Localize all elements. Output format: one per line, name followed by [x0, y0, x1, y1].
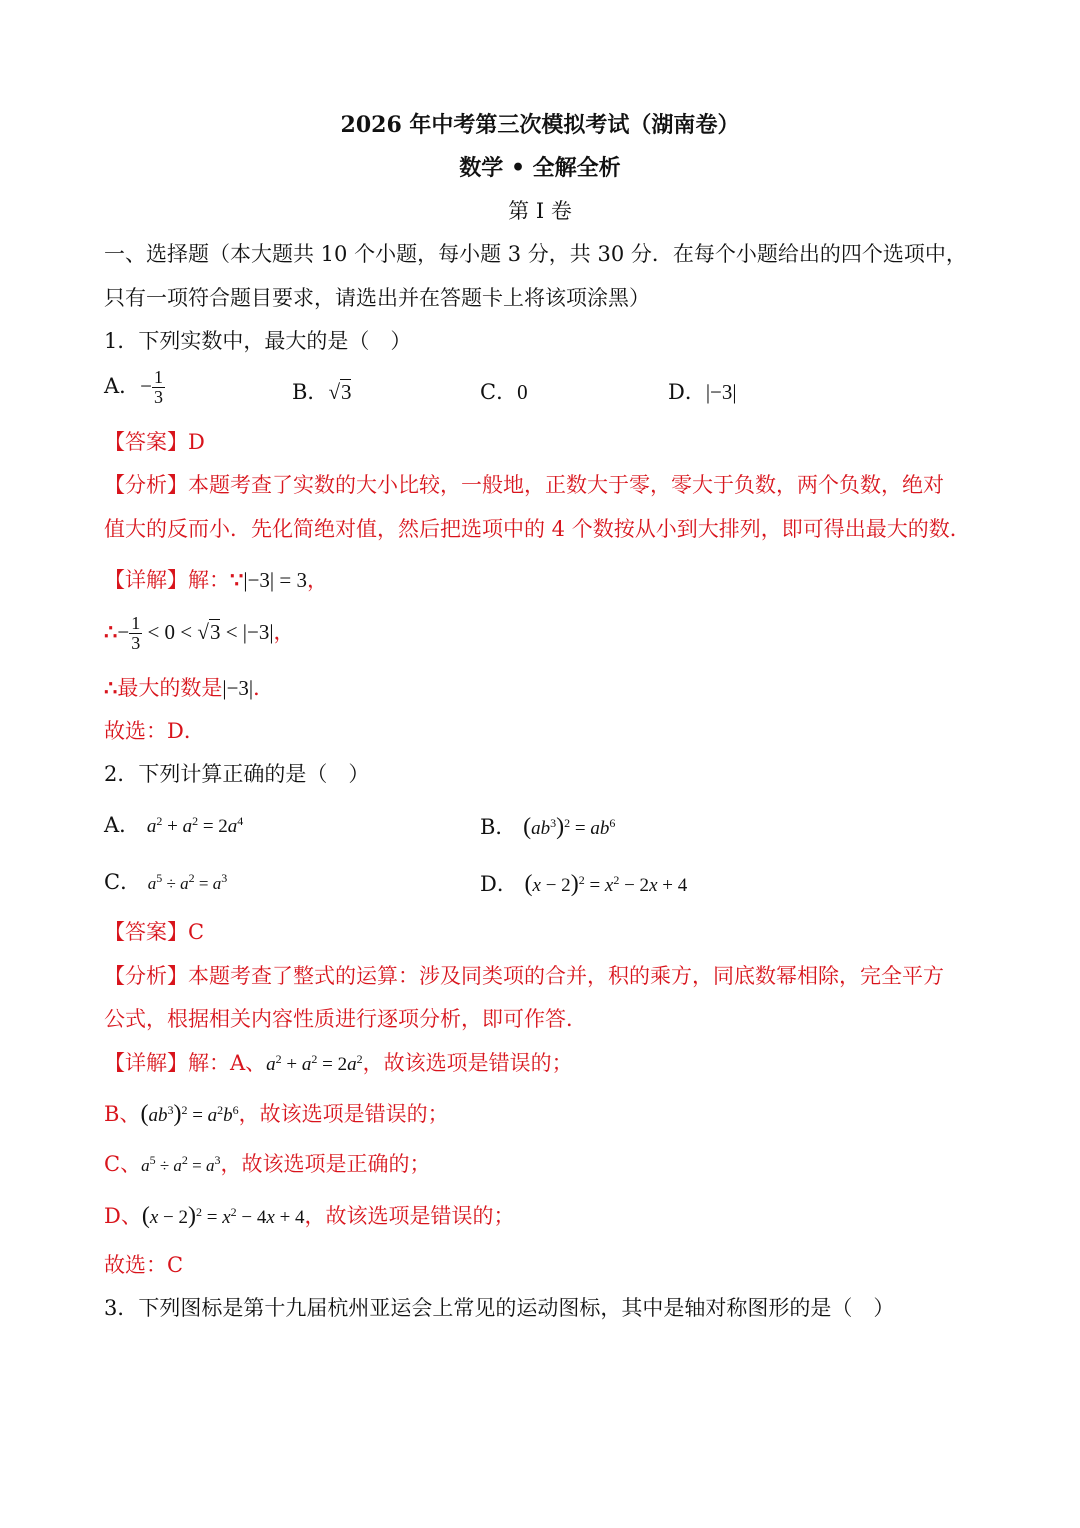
- q2-detail-c-result: ，故该选项是正确的；: [220, 1152, 431, 1176]
- q1-option-a-sign: −: [140, 373, 153, 398]
- q2-answer-tag: 【答案】: [104, 920, 188, 944]
- q2-detail-d-result: ，故该选项是错误的；: [304, 1204, 515, 1228]
- q2-option-a-formula: $a^2 + a^2 = 2a^4$: [146, 813, 244, 837]
- q1-option-b-radicand: 3: [340, 380, 352, 404]
- q2-option-d: [480, 872, 687, 896]
- q1-analysis-line2: 值大的反而小．先化简绝对值，然后把选项中的 4 个数按从小到大排列，即可得出最大的数．: [104, 517, 971, 541]
- q1-option-b: [292, 382, 351, 403]
- q1-analysis-line1: [104, 475, 944, 496]
- q1-ineq-rest2: < |−3|: [220, 619, 274, 644]
- q1-answer: [104, 432, 205, 453]
- q2-analysis-tag: 【分析】: [104, 964, 188, 988]
- q2-option-b: [480, 815, 615, 839]
- q2-answer-value: C: [188, 920, 205, 944]
- q2-option-d-label: D．: [480, 872, 518, 896]
- section-intro-line2: 只有一项符合题目要求，请选出并在答题卡上将该项涂黑）: [104, 286, 650, 310]
- q2-option-b-label: B．: [480, 815, 517, 839]
- q2-option-c: [104, 872, 227, 893]
- q2-detail-d-label: D、: [104, 1204, 142, 1228]
- q1-ineq-radicand: 3: [209, 619, 221, 644]
- q1-option-a-den: 3: [154, 386, 164, 407]
- q2-option-a: [104, 815, 243, 836]
- section-intro-line1: 一、选择题（本大题共 10 个小题，每小题 3 分，共 30 分．在每个小题给出的四个选项中，: [104, 242, 967, 266]
- q1-analysis-tag: 【分析】: [104, 473, 188, 497]
- q1-option-c: [480, 382, 528, 403]
- q2-detail-c: [104, 1154, 431, 1175]
- q2-detail-a-result: ，故该选项是错误的；: [362, 1051, 573, 1075]
- therefore-symbol-2: ∴: [104, 675, 118, 700]
- q1-ineq-num: 1: [131, 613, 141, 633]
- q2-answer: [104, 922, 204, 943]
- q1-detail-line3: [104, 677, 274, 699]
- q1-option-c-label: C．: [480, 380, 518, 404]
- q1-ineq-sign: −: [117, 619, 130, 644]
- q2-detail-b-label: B、: [104, 1102, 141, 1126]
- q2-analysis-line2: 公式，根据相关内容性质进行逐项分析，即可作答．: [104, 1007, 587, 1031]
- q2-option-c-label: C．: [104, 870, 142, 894]
- volume-label: 第 I 卷: [508, 199, 572, 223]
- q1-ineq-sqrt: √3: [197, 619, 221, 644]
- q1-option-d-value: |−3|: [705, 380, 737, 404]
- page-title: 2026 年中考第三次模拟考试（湖南卷）: [340, 112, 740, 138]
- q2-analysis-line1: [104, 966, 944, 987]
- q1-option-d-label: D．: [668, 380, 706, 404]
- q1-choose: 故选：D．: [104, 719, 205, 743]
- q1-detail-comma1: ，: [306, 568, 328, 592]
- page-subtitle: 数学 • 全解全析: [459, 155, 621, 181]
- therefore-symbol: ∴: [104, 618, 118, 644]
- q1-ineq-fraction: [129, 614, 142, 653]
- q2-detail-b-result: ，故该选项是错误的；: [238, 1102, 449, 1126]
- q2-detail-c-formula: $a^5 \div a^2 = a^3$: [141, 1152, 221, 1175]
- q1-ineq-rest1: < 0 <: [142, 619, 198, 644]
- q1-option-d: [668, 382, 737, 403]
- q2-option-d-formula: $(x - 2)^2 = x^2 - 2x + 4$: [524, 871, 688, 897]
- q1-detail-comma2: ，: [273, 619, 295, 644]
- q2-option-a-label: A．: [104, 813, 141, 837]
- q1-stem: 1．下列实数中，最大的是（ ）: [104, 329, 412, 353]
- q2-choose: 故选：C: [104, 1253, 184, 1277]
- q2-detail-d-formula: $(x - 2)^2 = x^2 - 4x + 4$: [141, 1203, 305, 1229]
- q1-max-period: ．: [253, 676, 275, 700]
- q2-detail-b: [104, 1102, 449, 1126]
- q2-detail-tag: 【详解】: [104, 1051, 188, 1075]
- q2-detail-b-formula: $(ab^3)^2 = a^2b^6$: [140, 1101, 239, 1127]
- q2-detail-c-label: C、: [104, 1152, 142, 1176]
- q1-answer-value: D: [188, 430, 205, 454]
- q1-option-a-fraction: [152, 368, 165, 407]
- q1-option-c-value: 0: [517, 380, 528, 404]
- q2-option-b-formula: $(ab^3)^2 = ab^6$: [523, 814, 616, 840]
- q2-option-c-formula: $a^5 \div a^2 = a^3$: [147, 870, 228, 893]
- q1-answer-tag: 【答案】: [104, 430, 188, 454]
- q1-ineq-den: 3: [131, 632, 141, 653]
- q1-detail-tag: 【详解】: [104, 568, 188, 592]
- q1-option-b-label: B．: [292, 380, 329, 404]
- q1-option-b-sqrt: √3: [328, 380, 352, 404]
- q2-detail-d: [104, 1204, 515, 1228]
- q1-option-a-num: 1: [154, 367, 164, 387]
- q1-detail-line2: [104, 614, 295, 653]
- q1-option-a: [104, 368, 165, 407]
- q2-detail-a-formula: $a^2 + a^2 = 2a^2$: [266, 1051, 363, 1075]
- q1-max-text: 最大的数是: [117, 676, 223, 700]
- q1-option-a-label: A．: [104, 373, 141, 398]
- because-symbol: ∵: [230, 567, 244, 592]
- q2-detail-a: [104, 1053, 573, 1074]
- q1-max-value: |−3|: [222, 676, 254, 700]
- q1-detail-line1: [104, 569, 328, 591]
- q2-analysis-text1: 本题考查了整式的运算：涉及同类项的合并，积的乘方，同底数幂相除，完全平方: [188, 964, 944, 988]
- q1-detail-eq1: |−3| = 3: [243, 568, 307, 592]
- q2-detail-intro: 解：A、: [188, 1051, 267, 1075]
- q1-analysis-text1: 本题考查了实数的大小比较，一般地，正数大于零，零大于负数，两个负数，绝对: [188, 473, 944, 497]
- q1-detail-intro: 解：: [188, 568, 230, 592]
- q3-stem: 3．下列图标是第十九届杭州亚运会上常见的运动图标，其中是轴对称图形的是（ ）: [104, 1296, 895, 1320]
- q2-stem: 2．下列计算正确的是（ ）: [104, 762, 370, 786]
